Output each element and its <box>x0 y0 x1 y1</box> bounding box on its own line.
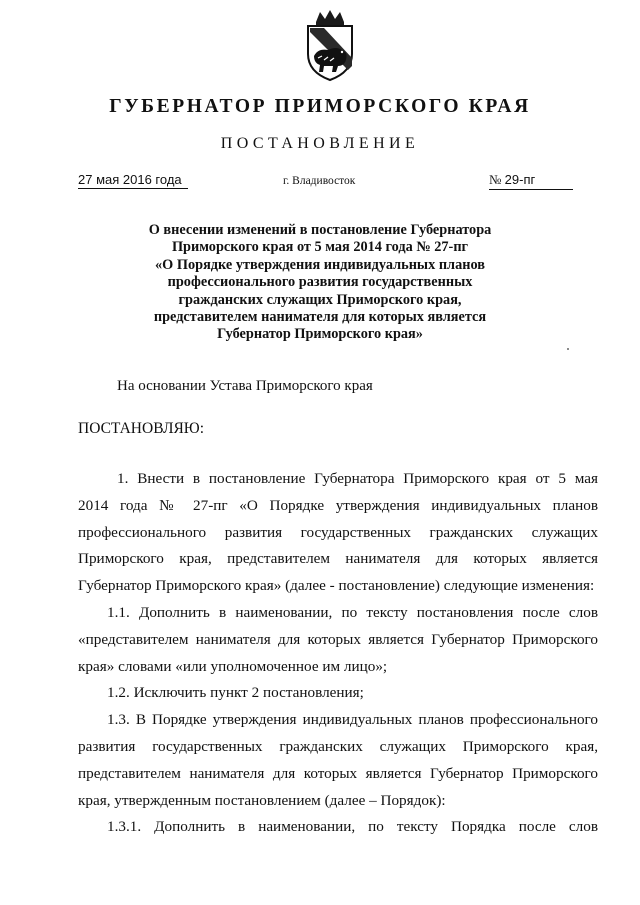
document-title <box>95 222 545 344</box>
title-line: представителем нанимателя для которых является <box>153 309 487 326</box>
organization-title: ГУБЕРНАТОР ПРИМОРСКОГО КРАЯ <box>109 96 531 117</box>
body-paragraph <box>78 814 598 841</box>
legal-basis: На основании Устава Приморского края <box>117 378 373 394</box>
body-line: профессионального развития государственных гражданских служащих <box>78 523 598 541</box>
title-line: гражданских служащих Приморского края, <box>178 291 462 308</box>
document-body <box>78 466 598 841</box>
body-line: 1.3. В Порядке утверждения индивидуальных планов профессионального <box>107 711 598 729</box>
body-paragraph <box>78 466 598 600</box>
body-line: «представителем нанимателя для которых является Губернатор Приморского <box>78 630 598 648</box>
body-line: 1. Внести в постановление Губернатора Приморского края от 5 мая <box>117 470 598 487</box>
document-city: г. Владивосток <box>283 175 356 187</box>
body-line: Губернатор Приморского края» (далее - постановление) следующие изменения: <box>78 577 595 595</box>
body-line: края, утвержденным постановлением (далее – Порядок): <box>78 791 446 809</box>
number-sign: № <box>489 172 502 187</box>
body-paragraph <box>78 707 598 814</box>
decree-word: ПОСТАНОВЛЯЮ: <box>78 420 205 437</box>
body-line: 2014 года № 27-пг «О Порядке утверждения индивидуальных планов <box>78 496 598 514</box>
title-line: «О Порядке утверждения индивидуальных планов <box>155 256 485 273</box>
body-line: края» словами «или уполномоченное им лицо»; <box>78 657 388 675</box>
title-line: Приморского края от 5 мая 2014 года № 27-пг <box>171 239 469 256</box>
title-line: Губернатор Приморского края» <box>217 326 423 343</box>
body-line: 1.2. Исключить пункт 2 постановления; <box>107 684 364 702</box>
body-line: 1.3.1. Дополнить в наименовании, по тексту Порядка после слов <box>107 818 598 836</box>
document-date: 27 мая 2016 года <box>78 172 188 189</box>
document-type: ПОСТАНОВЛЕНИЕ <box>220 135 420 152</box>
title-line: профессионального развития государственных <box>167 274 473 291</box>
scan-speck <box>567 348 569 350</box>
title-line: О внесении изменений в постановление Губернатора <box>148 222 492 238</box>
body-paragraph <box>78 680 598 707</box>
number-value: 29-пг <box>504 172 536 187</box>
body-line: 1.1. Дополнить в наименовании, по тексту постановления после слов <box>107 603 598 621</box>
body-line: Приморского края, представителем нанимателя для которых является <box>78 550 598 568</box>
document-number <box>489 172 573 190</box>
body-paragraph <box>78 600 598 680</box>
coat-of-arms-emblem <box>298 8 362 84</box>
body-line: представителем нанимателя для которых является Губернатор Приморского <box>78 764 598 782</box>
body-line: развития государственных гражданских служащих Приморского края, <box>78 737 598 755</box>
